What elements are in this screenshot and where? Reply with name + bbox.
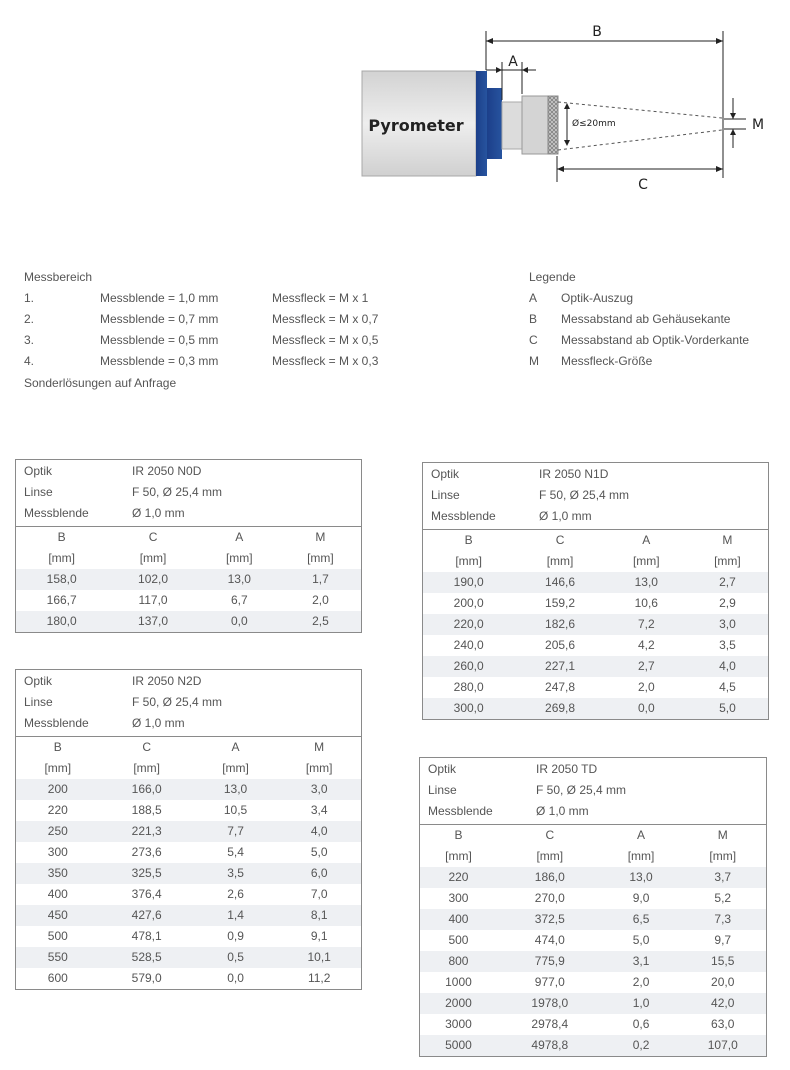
column-header: A — [194, 737, 278, 758]
table-cell: 180,0 — [16, 611, 107, 632]
table-cell: 102,0 — [107, 569, 198, 590]
table-cell: 117,0 — [107, 590, 198, 611]
table-row — [420, 909, 766, 930]
header-value: F 50, Ø 25,4 mm — [132, 485, 223, 499]
legende-text: Messabstand ab Gehäusekante — [561, 312, 731, 326]
table-cell: 2,9 — [687, 593, 768, 614]
header-key: Optik — [24, 674, 53, 688]
table-cell: 0,0 — [199, 611, 280, 632]
table-cell: 13,0 — [199, 569, 280, 590]
table-header — [16, 670, 361, 737]
table-cell: 3000 — [420, 1014, 497, 1035]
table-cell: 300,0 — [423, 698, 514, 719]
table-cell: 13,0 — [603, 867, 680, 888]
table-cell: 5,2 — [679, 888, 766, 909]
header-value: IR 2050 N0D — [132, 464, 202, 478]
table-row — [420, 888, 766, 909]
table-cell: 4,0 — [687, 656, 768, 677]
table-cell: 350 — [16, 863, 100, 884]
unit-cell: [mm] — [194, 758, 278, 779]
unit-row — [16, 548, 361, 569]
header-key: Optik — [428, 762, 457, 776]
header-key: Messblende — [431, 509, 496, 523]
header-row — [16, 713, 361, 734]
table-cell: 166,7 — [16, 590, 107, 611]
table-cell: 10,6 — [606, 593, 687, 614]
table-cell: 11,2 — [277, 968, 361, 989]
table-cell: 3,5 — [194, 863, 278, 884]
table-cell: 1,0 — [603, 993, 680, 1014]
diameter-label: Ø≤20mm — [572, 119, 616, 129]
column-header: A — [606, 530, 687, 551]
table-cell: 107,0 — [679, 1035, 766, 1056]
messbereich-fleck: Messfleck = M x 1 — [272, 291, 369, 305]
column-header-row — [16, 527, 361, 548]
table-cell: 2,6 — [194, 884, 278, 905]
table-cell: 376,4 — [100, 884, 194, 905]
table-header — [420, 758, 766, 825]
pyrometer-label: Pyrometer — [368, 116, 464, 135]
table-cell: 221,3 — [100, 821, 194, 842]
optik-table-td — [419, 757, 767, 1057]
table-cell: 166,0 — [100, 779, 194, 800]
messbereich-blende: Messblende = 1,0 mm — [100, 291, 219, 305]
table-cell: 1978,0 — [497, 993, 603, 1014]
data-table — [16, 737, 361, 989]
table-cell: 63,0 — [679, 1014, 766, 1035]
column-header: A — [199, 527, 280, 548]
table-cell: 0,2 — [603, 1035, 680, 1056]
table-cell: 7,3 — [679, 909, 766, 930]
table-cell: 600 — [16, 968, 100, 989]
table-row — [423, 614, 768, 635]
label-A: A — [508, 54, 518, 70]
unit-cell: [mm] — [100, 758, 194, 779]
table-cell: 2,0 — [606, 677, 687, 698]
label-C: C — [638, 177, 648, 193]
table-cell: 2,5 — [280, 611, 361, 632]
table-cell: 186,0 — [497, 867, 603, 888]
table-cell: 4978,8 — [497, 1035, 603, 1056]
table-cell: 9,1 — [277, 926, 361, 947]
table-cell: 450 — [16, 905, 100, 926]
table-cell: 158,0 — [16, 569, 107, 590]
unit-cell: [mm] — [423, 551, 514, 572]
table-cell: 250 — [16, 821, 100, 842]
column-header: C — [100, 737, 194, 758]
table-cell: 325,5 — [100, 863, 194, 884]
table-row — [16, 863, 361, 884]
table-cell: 13,0 — [606, 572, 687, 593]
unit-cell: [mm] — [603, 846, 680, 867]
unit-cell: [mm] — [199, 548, 280, 569]
table-cell: 20,0 — [679, 972, 766, 993]
table-cell: 300 — [16, 842, 100, 863]
label-B: B — [592, 24, 602, 40]
column-header: M — [277, 737, 361, 758]
table-cell: 478,1 — [100, 926, 194, 947]
data-table — [16, 527, 361, 632]
table-cell: 3,1 — [603, 951, 680, 972]
optik-table-n1d — [422, 462, 769, 720]
column-header: B — [420, 825, 497, 846]
table-cell: 528,5 — [100, 947, 194, 968]
header-key: Linse — [428, 783, 457, 797]
table-cell: 15,5 — [679, 951, 766, 972]
table-cell: 269,8 — [514, 698, 605, 719]
table-cell: 4,0 — [277, 821, 361, 842]
table-cell: 220 — [16, 800, 100, 821]
table-cell: 200,0 — [423, 593, 514, 614]
column-header: B — [16, 737, 100, 758]
table-cell: 273,6 — [100, 842, 194, 863]
table-cell: 7,2 — [606, 614, 687, 635]
header-key: Optik — [24, 464, 53, 478]
messbereich-blende: Messblende = 0,7 mm — [100, 312, 219, 326]
header-row — [16, 503, 361, 524]
table-row — [16, 905, 361, 926]
legende-section — [529, 270, 779, 380]
unit-row — [423, 551, 768, 572]
header-key: Messblende — [428, 804, 493, 818]
messbereich-note: Sonderlösungen auf Anfrage — [24, 376, 177, 390]
table-row — [16, 884, 361, 905]
table-row — [16, 821, 361, 842]
unit-cell: [mm] — [280, 548, 361, 569]
header-key: Messblende — [24, 716, 89, 730]
table-row — [420, 951, 766, 972]
table-row — [420, 1014, 766, 1035]
table-cell: 3,7 — [679, 867, 766, 888]
messbereich-blende: Messblende = 0,3 mm — [100, 354, 219, 368]
table-row — [16, 569, 361, 590]
table-cell: 2,7 — [606, 656, 687, 677]
header-value: Ø 1,0 mm — [536, 804, 589, 818]
data-table — [423, 530, 768, 719]
table-cell: 0,6 — [603, 1014, 680, 1035]
table-cell: 372,5 — [497, 909, 603, 930]
table-cell: 220 — [420, 867, 497, 888]
table-row — [423, 698, 768, 719]
table-row — [423, 572, 768, 593]
table-header — [16, 460, 361, 527]
table-cell: 6,0 — [277, 863, 361, 884]
table-cell: 227,1 — [514, 656, 605, 677]
unit-cell: [mm] — [679, 846, 766, 867]
table-cell: 8,1 — [277, 905, 361, 926]
table-row — [420, 993, 766, 1014]
header-value: F 50, Ø 25,4 mm — [539, 488, 630, 502]
table-row — [16, 926, 361, 947]
optik-table-n2d — [15, 669, 362, 990]
optic-knurl — [548, 96, 558, 154]
legende-text: Messabstand ab Optik-Vorderkante — [561, 333, 750, 347]
pyrometer-diagram — [0, 0, 790, 200]
column-header: B — [423, 530, 514, 551]
column-header: C — [107, 527, 198, 548]
unit-cell: [mm] — [687, 551, 768, 572]
table-cell: 2000 — [420, 993, 497, 1014]
header-key: Optik — [431, 467, 460, 481]
column-header: M — [280, 527, 361, 548]
unit-cell: [mm] — [16, 548, 107, 569]
header-value: Ø 1,0 mm — [539, 509, 592, 523]
unit-cell: [mm] — [107, 548, 198, 569]
table-cell: 240,0 — [423, 635, 514, 656]
table-cell: 280,0 — [423, 677, 514, 698]
table-cell: 2978,4 — [497, 1014, 603, 1035]
table-cell: 800 — [420, 951, 497, 972]
header-key: Messblende — [24, 506, 89, 520]
table-cell: 4,2 — [606, 635, 687, 656]
column-header: C — [497, 825, 603, 846]
table-cell: 188,5 — [100, 800, 194, 821]
table-cell: 775,9 — [497, 951, 603, 972]
table-cell: 10,1 — [277, 947, 361, 968]
messbereich-num: 3. — [24, 333, 35, 347]
table-cell: 400 — [420, 909, 497, 930]
messbereich-num: 1. — [24, 291, 35, 305]
header-row — [423, 485, 768, 506]
table-row — [16, 779, 361, 800]
header-row — [16, 692, 361, 713]
table-cell: 4,5 — [687, 677, 768, 698]
table-cell: 0,0 — [606, 698, 687, 719]
header-value: IR 2050 TD — [536, 762, 598, 776]
table-cell: 400 — [16, 884, 100, 905]
legende-text: Optik-Auszug — [561, 291, 634, 305]
legende-key: B — [529, 312, 538, 326]
column-header-row — [16, 737, 361, 758]
header-value: F 50, Ø 25,4 mm — [132, 695, 223, 709]
unit-cell: [mm] — [420, 846, 497, 867]
header-row — [16, 482, 361, 503]
table-cell: 5,0 — [603, 930, 680, 951]
table-cell: 159,2 — [514, 593, 605, 614]
header-row — [420, 759, 766, 780]
header-key: Linse — [431, 488, 460, 502]
header-key: Linse — [24, 485, 53, 499]
header-value: Ø 1,0 mm — [132, 716, 185, 730]
unit-cell: [mm] — [277, 758, 361, 779]
messbereich-fleck: Messfleck = M x 0,5 — [272, 333, 379, 347]
table-cell: 146,6 — [514, 572, 605, 593]
table-cell: 1,4 — [194, 905, 278, 926]
header-key: Linse — [24, 695, 53, 709]
table-cell: 13,0 — [194, 779, 278, 800]
table-row — [16, 968, 361, 989]
table-row — [16, 800, 361, 821]
table-cell: 5,4 — [194, 842, 278, 863]
table-row — [16, 842, 361, 863]
table-cell: 220,0 — [423, 614, 514, 635]
unit-row — [16, 758, 361, 779]
unit-row — [420, 846, 766, 867]
label-M: M — [752, 117, 765, 133]
header-value: IR 2050 N1D — [539, 467, 609, 481]
table-cell: 1,7 — [280, 569, 361, 590]
column-header: M — [679, 825, 766, 846]
table-cell: 300 — [420, 888, 497, 909]
table-cell: 9,7 — [679, 930, 766, 951]
table-cell: 427,6 — [100, 905, 194, 926]
table-cell: 190,0 — [423, 572, 514, 593]
table-cell: 5000 — [420, 1035, 497, 1056]
table-cell: 3,0 — [687, 614, 768, 635]
header-row — [420, 780, 766, 801]
table-cell: 1000 — [420, 972, 497, 993]
table-cell: 5,0 — [687, 698, 768, 719]
table-cell: 474,0 — [497, 930, 603, 951]
table-cell: 5,0 — [277, 842, 361, 863]
table-cell: 3,0 — [277, 779, 361, 800]
table-cell: 7,7 — [194, 821, 278, 842]
table-row — [420, 930, 766, 951]
messbereich-title: Messbereich — [24, 270, 93, 284]
table-row — [423, 677, 768, 698]
data-table — [420, 825, 766, 1056]
table-cell: 7,0 — [277, 884, 361, 905]
table-cell: 137,0 — [107, 611, 198, 632]
flange — [476, 71, 487, 176]
flange-step — [487, 88, 502, 159]
table-header — [423, 463, 768, 530]
legende-key: C — [529, 333, 538, 347]
column-header: B — [16, 527, 107, 548]
table-cell: 2,0 — [603, 972, 680, 993]
table-cell: 205,6 — [514, 635, 605, 656]
messbereich-num: 2. — [24, 312, 35, 326]
header-row — [420, 801, 766, 822]
messbereich-fleck: Messfleck = M x 0,3 — [272, 354, 379, 368]
legende-text: Messfleck-Größe — [561, 354, 653, 368]
column-header: M — [687, 530, 768, 551]
table-cell: 42,0 — [679, 993, 766, 1014]
table-cell: 6,5 — [603, 909, 680, 930]
unit-cell: [mm] — [497, 846, 603, 867]
messbereich-section — [24, 270, 464, 400]
unit-cell: [mm] — [514, 551, 605, 572]
table-row — [423, 656, 768, 677]
table-cell: 500 — [420, 930, 497, 951]
header-value: Ø 1,0 mm — [132, 506, 185, 520]
table-cell: 247,8 — [514, 677, 605, 698]
table-cell: 6,7 — [199, 590, 280, 611]
table-cell: 0,0 — [194, 968, 278, 989]
legende-key: M — [529, 354, 539, 368]
table-row — [423, 635, 768, 656]
header-value: IR 2050 N2D — [132, 674, 202, 688]
table-cell: 10,5 — [194, 800, 278, 821]
legende-key: A — [529, 291, 538, 305]
table-row — [420, 972, 766, 993]
unit-cell: [mm] — [606, 551, 687, 572]
table-cell: 977,0 — [497, 972, 603, 993]
optic-tube — [502, 102, 522, 149]
table-cell: 3,4 — [277, 800, 361, 821]
messbereich-num: 4. — [24, 354, 35, 368]
table-cell: 500 — [16, 926, 100, 947]
header-row — [423, 506, 768, 527]
table-row — [16, 590, 361, 611]
column-header-row — [423, 530, 768, 551]
column-header: A — [603, 825, 680, 846]
table-row — [423, 593, 768, 614]
table-cell: 9,0 — [603, 888, 680, 909]
table-cell: 579,0 — [100, 968, 194, 989]
legende-title: Legende — [529, 270, 576, 284]
header-value: F 50, Ø 25,4 mm — [536, 783, 627, 797]
optik-table-n0d — [15, 459, 362, 633]
header-row — [423, 464, 768, 485]
table-cell: 2,7 — [687, 572, 768, 593]
header-row — [16, 461, 361, 482]
table-cell: 2,0 — [280, 590, 361, 611]
table-cell: 200 — [16, 779, 100, 800]
column-header: C — [514, 530, 605, 551]
table-cell: 3,5 — [687, 635, 768, 656]
table-row — [16, 611, 361, 632]
table-cell: 270,0 — [497, 888, 603, 909]
table-cell: 550 — [16, 947, 100, 968]
table-row — [420, 1035, 766, 1056]
column-header-row — [420, 825, 766, 846]
table-cell: 0,5 — [194, 947, 278, 968]
table-row — [16, 947, 361, 968]
messbereich-fleck: Messfleck = M x 0,7 — [272, 312, 379, 326]
table-row — [420, 867, 766, 888]
table-cell: 260,0 — [423, 656, 514, 677]
table-cell: 182,6 — [514, 614, 605, 635]
header-row — [16, 671, 361, 692]
table-cell: 0,9 — [194, 926, 278, 947]
unit-cell: [mm] — [16, 758, 100, 779]
messbereich-blende: Messblende = 0,5 mm — [100, 333, 219, 347]
optic-ring — [522, 96, 548, 154]
